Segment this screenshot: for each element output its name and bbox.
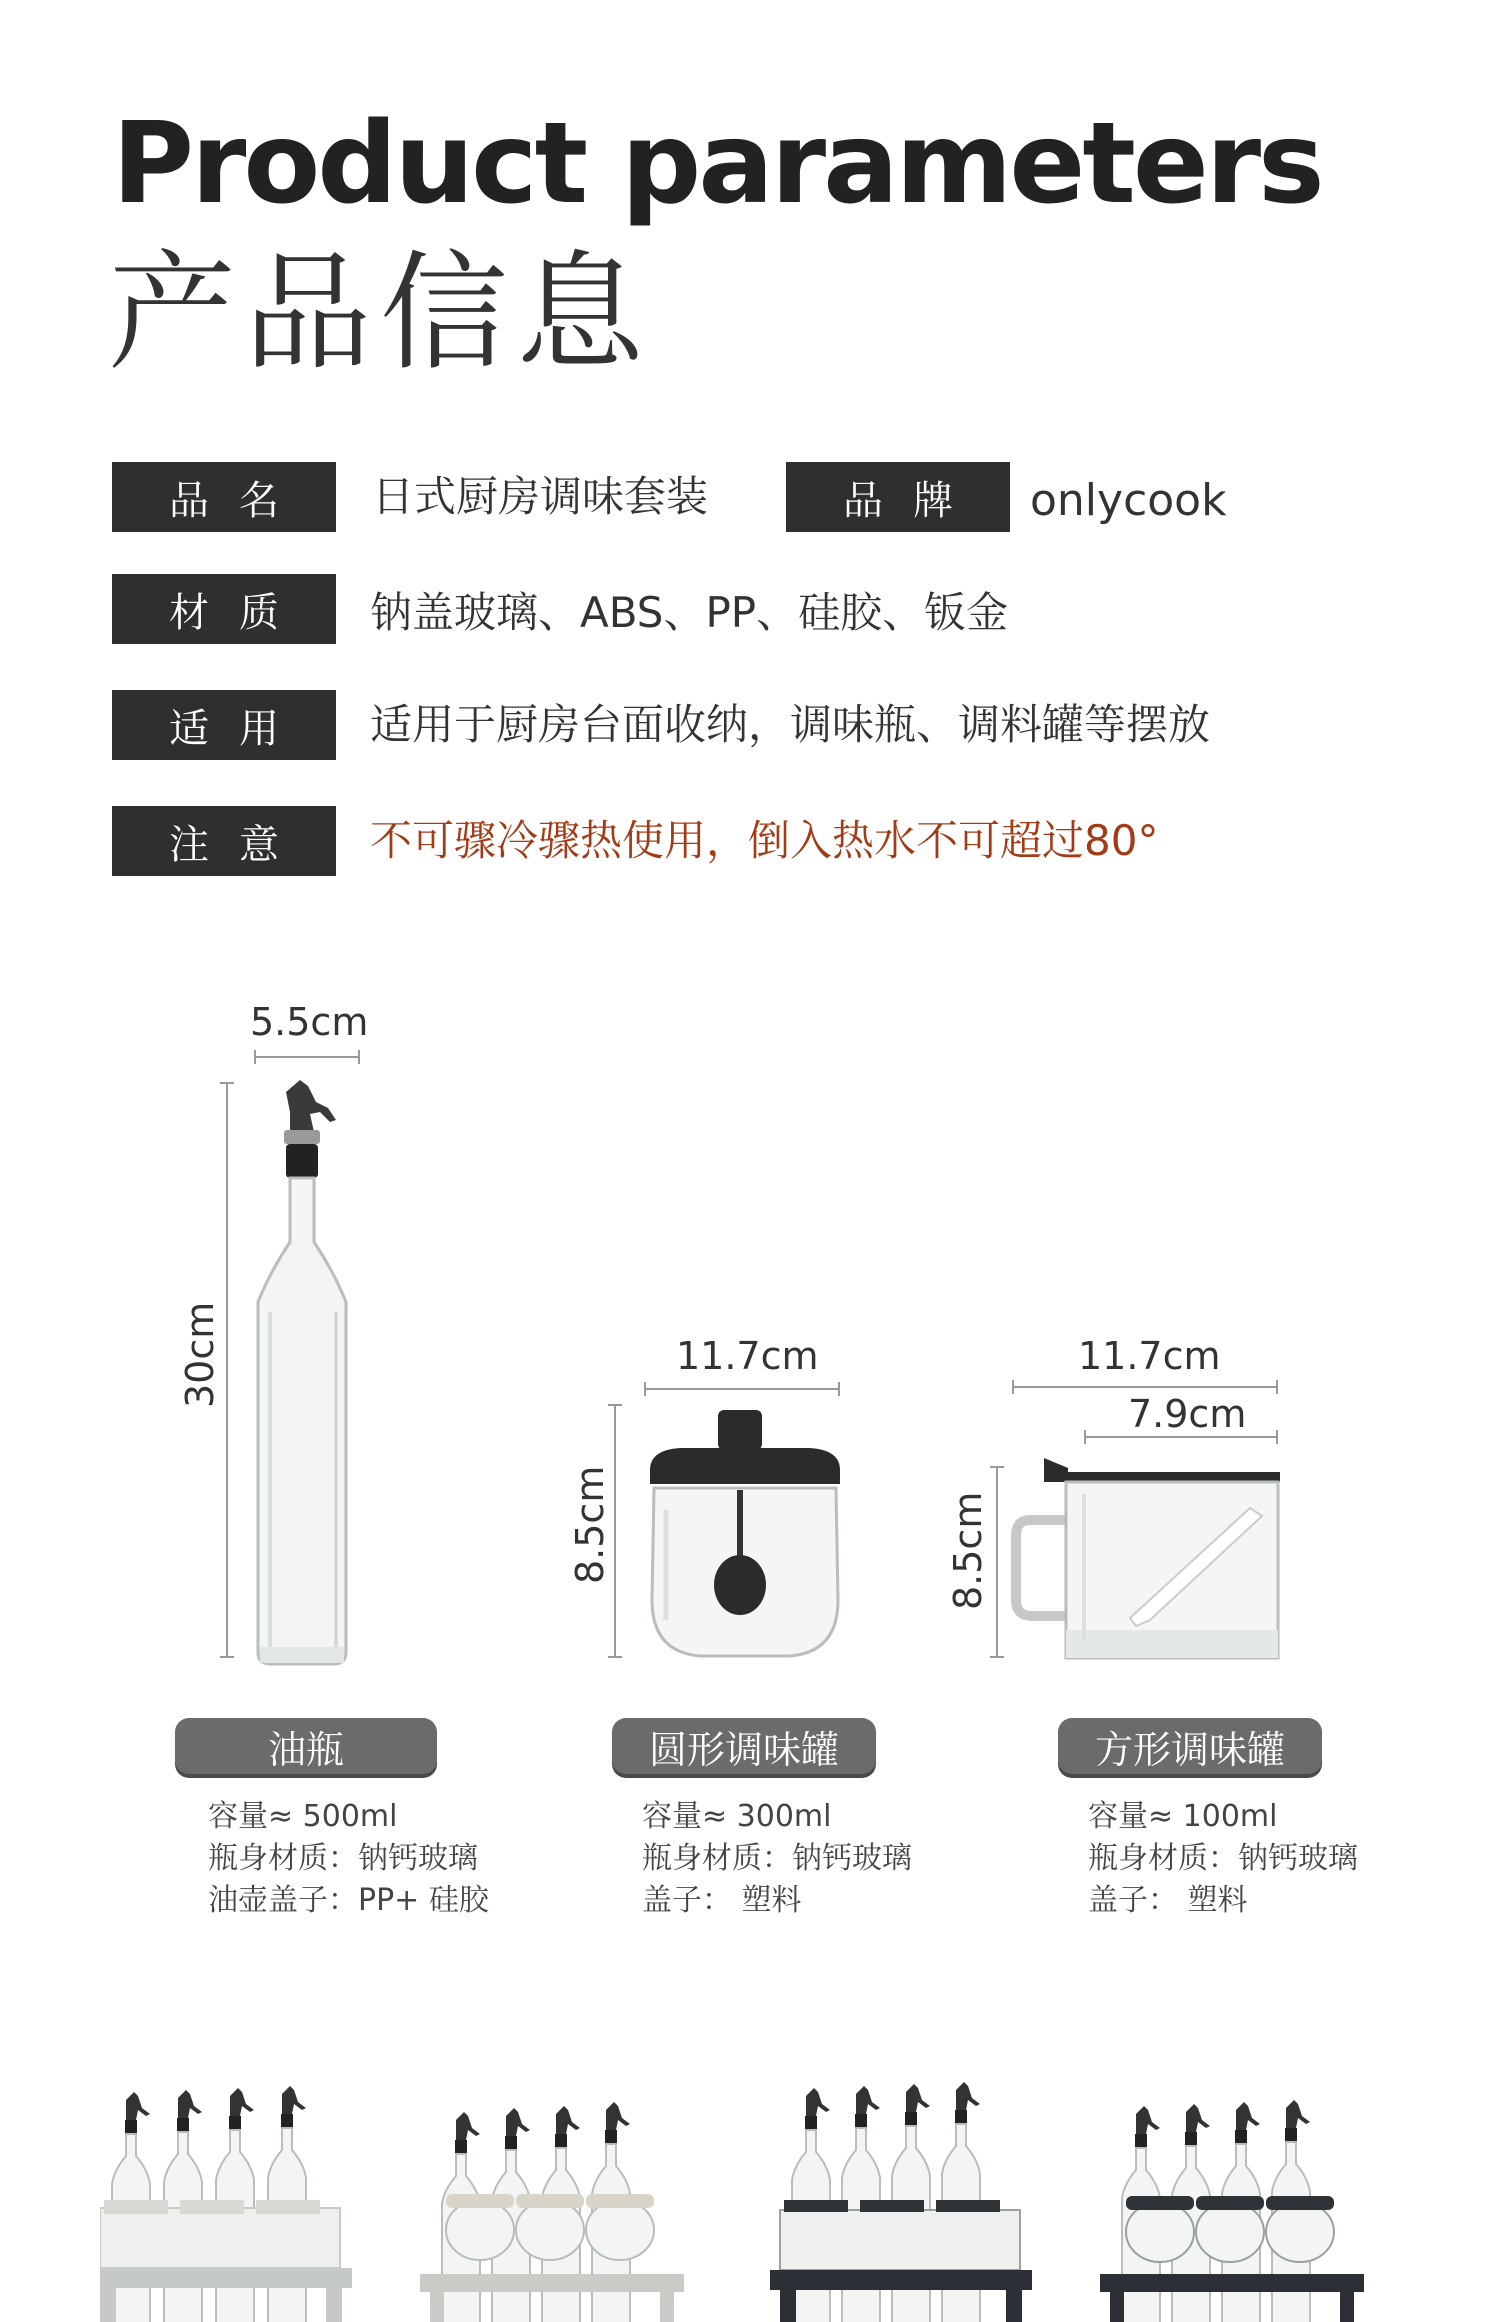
set-3 [770,2082,1032,2322]
param-label-usage: 适用 [112,690,336,760]
square-jar-name: 方形调味罐 [1058,1718,1322,1774]
param-value-notice: 不可骤冷骤热使用，倒入热水不可超过80° [370,816,1159,865]
square-jar-spec-2: 瓶身材质：钠钙玻璃 [1088,1841,1358,1876]
title-cn: 产品信息 [108,239,653,388]
oil-bottle-width-label: 5.5cm [250,1000,369,1044]
round-jar-image [640,1400,850,1662]
param-label-notice: 注意 [112,806,336,876]
oil-bottle-name: 油瓶 [175,1718,437,1774]
square-jar-image [1010,1450,1290,1662]
square-jar-width-label: 11.7cm [1078,1334,1221,1378]
oil-bottle-spec-2: 瓶身材质：钠钙玻璃 [208,1841,478,1876]
param-value-name: 日式厨房调味套装 [372,472,709,521]
oil-bottle-spec-1: 容量≈ 500ml [208,1799,398,1834]
oil-bottle-width-line [254,1056,360,1058]
oil-bottle-height-label: 30cm [178,1301,222,1408]
param-value-material: 钠盖玻璃、ABS、PP、硅胶、钣金 [370,588,1009,637]
round-jar-height-line [614,1404,616,1658]
set-4 [1100,2100,1364,2322]
square-jar-height-line [996,1466,998,1658]
product-set-gallery [100,2080,1400,2322]
square-jar-width2-label: 7.9cm [1128,1392,1247,1436]
round-jar-spec-3: 盖子： 塑料 [642,1883,802,1918]
param-value-usage: 适用于厨房台面收纳，调味瓶、调料罐等摆放 [370,700,1211,749]
oil-bottle-image [240,1072,370,1672]
square-jar-width-line [1012,1386,1278,1388]
round-jar-height-label: 8.5cm [568,1465,612,1584]
set-1 [100,2086,352,2322]
round-jar-width-label: 11.7cm [676,1334,819,1378]
oil-bottle-height-line [226,1082,228,1658]
set-2 [420,2102,684,2322]
param-label-brand: 品牌 [786,462,1010,532]
param-label-name: 品名 [112,462,336,532]
round-jar-width-line [644,1388,840,1390]
round-jar-spec-1: 容量≈ 300ml [642,1799,832,1834]
square-jar-width2-line [1084,1436,1278,1438]
param-label-material: 材质 [112,574,336,644]
square-jar-height-label: 8.5cm [946,1491,990,1610]
round-jar-name: 圆形调味罐 [612,1718,876,1774]
square-jar-spec-1: 容量≈ 100ml [1088,1799,1278,1834]
square-jar-spec-3: 盖子： 塑料 [1088,1883,1248,1918]
param-value-brand: onlycook [1030,475,1227,526]
title-en: Product parameters [112,99,1322,229]
oil-bottle-spec-3: 油壶盖子：PP+ 硅胶 [208,1883,489,1918]
round-jar-spec-2: 瓶身材质：钠钙玻璃 [642,1841,912,1876]
